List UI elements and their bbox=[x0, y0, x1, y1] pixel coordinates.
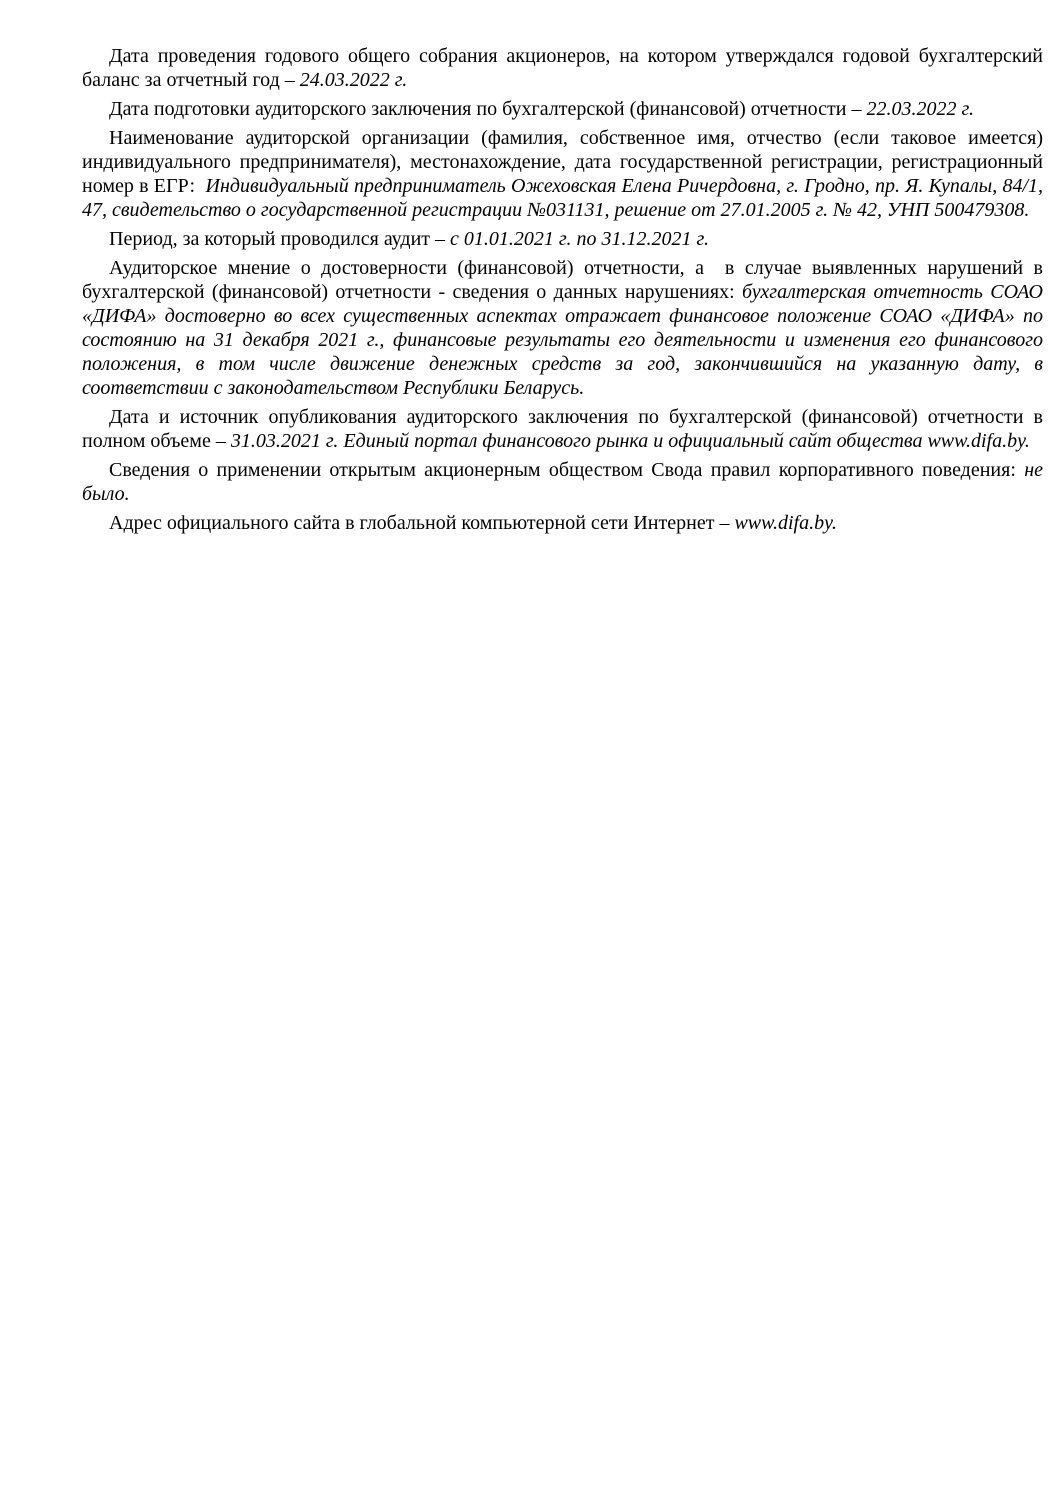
italic-text-segment: не было. bbox=[82, 459, 1043, 505]
text-segment: Адрес официального сайта в глобальной компьютерной сети Интернет – bbox=[109, 512, 735, 534]
italic-text-segment: 22.03.2022 г. bbox=[866, 98, 975, 120]
paragraph-audit-report-date bbox=[82, 97, 1043, 121]
text-segment: Аудиторское мнение о достоверности (финансовой) отчетности, а в случае выявленных нарушений в бухгалтерской (финансовой) отчетности - сведения о данных нарушениях: bbox=[82, 257, 1043, 303]
text-segment: Дата проведения годового общего собрания акционеров, на котором утверждался годовой бухгалтерский баланс за отчетный год – bbox=[82, 45, 1043, 91]
paragraph-website bbox=[82, 511, 1043, 535]
text-segment: Дата подготовки аудиторского заключения по бухгалтерской (финансовой) отчетности – bbox=[109, 98, 867, 120]
paragraph-agm-date bbox=[82, 44, 1043, 92]
paragraph-audit-period bbox=[82, 227, 1043, 251]
italic-text-segment: с 01.01.2021 г. по 31.12.2021 г. bbox=[450, 228, 710, 250]
italic-text-segment: Индивидуальный предприниматель Ожеховская Елена Ричердовна, г. Гродно, пр. Я. Купалы, 84/1, 47, свидетельство о государственной регистрации №031131, решение от 27.01.2005 г. № 42, УНП 500479308. bbox=[82, 175, 1043, 221]
paragraph-publication bbox=[82, 405, 1043, 453]
text-segment: Период, за который проводился аудит – bbox=[109, 228, 451, 250]
italic-text-segment: 24.03.2022 г. bbox=[299, 69, 408, 91]
paragraph-audit-opinion bbox=[82, 256, 1043, 400]
italic-text-segment: 31.03.2021 г. Единый портал финансового рынка и официальный сайт общества www.difa.by. bbox=[230, 430, 1030, 452]
italic-text-segment: www.difa.by. bbox=[734, 512, 837, 534]
text-segment: Сведения о применении открытым акционерным обществом Свода правил корпоративного поведения: bbox=[109, 459, 1025, 481]
paragraph-code-of-conduct bbox=[82, 458, 1043, 506]
paragraph-auditor-details bbox=[82, 126, 1043, 222]
italic-text-segment: бухгалтерская отчетность СОАО «ДИФА» достоверно во всех существенных аспектах отражает финансовое положение СОАО «ДИФА» по состоянию на 31 декабря 2021 г., финансовые результаты его деятельности и изменения его финансового положения, в том числе движение денежных средств за год, закончившийся на указанную дату, в соответствии с законодательством Республики Беларусь. bbox=[82, 281, 1043, 399]
text-segment: Наименование аудиторской организации (фамилия, собственное имя, отчество (если таковое имеется) индивидуального предпринимателя), местонахождение, дата государственной регистрации, регистрационный номер в ЕГР: bbox=[82, 127, 1043, 197]
text-segment: Дата и источник опубликования аудиторского заключения по бухгалтерской (финансовой) отчетности в полном объеме – bbox=[82, 406, 1043, 452]
